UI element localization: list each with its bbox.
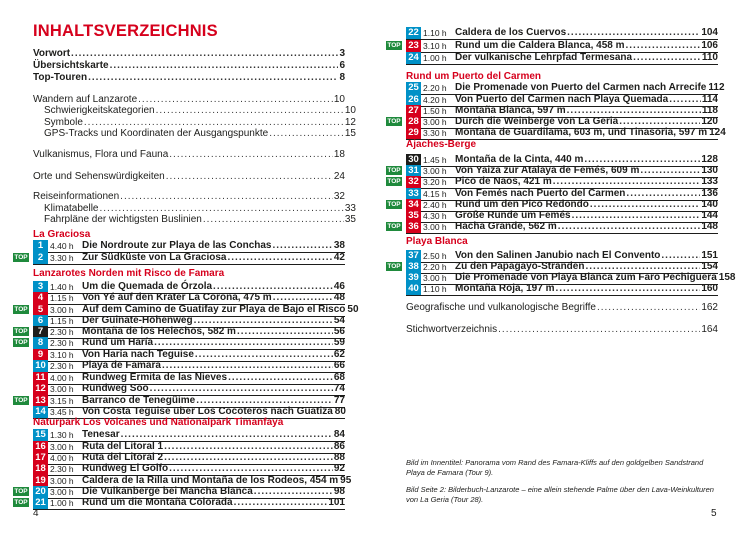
tour-duration: 4.30 h	[423, 211, 447, 221]
tour-number: 39	[406, 272, 421, 284]
tour-title: Von Costa Teguise über Los Cocoteros nach Guatiza	[82, 406, 333, 417]
tour-page: 120	[701, 116, 718, 127]
page-number-left: 4	[33, 508, 39, 519]
tour-title: Zur Südküste von La Graciosa	[82, 252, 227, 263]
tour-page: 106	[701, 40, 718, 51]
dot-leader	[88, 72, 338, 84]
tour-page: 151	[701, 250, 718, 261]
entry-title: Fahrpläne der wichtigsten Buslinien	[44, 214, 202, 225]
tour-number: 15	[33, 429, 48, 441]
tour-number: 29	[406, 127, 421, 139]
tour-title: Von den Salinen Janubio nach El Convento	[455, 250, 661, 261]
tour-page: 104	[701, 27, 718, 38]
tour-page: 68	[333, 372, 345, 383]
top-tour-badge: TOP	[387, 42, 401, 49]
top-tour-badge: TOP	[387, 178, 401, 185]
tour-page: 80	[334, 406, 346, 417]
tour-title: Von Femés nach Puerto del Carmen	[455, 188, 626, 199]
top-tour-badge: TOP	[14, 488, 28, 495]
tour-page: 54	[333, 315, 345, 326]
dot-leader	[555, 283, 700, 295]
tour-page: 62	[333, 349, 345, 360]
tour-title: Von Yaiza zur Atalaya de Femés, 609 m	[455, 165, 640, 176]
tour-number: 35	[406, 210, 421, 222]
tour-duration: 2.30 h	[50, 361, 74, 371]
tour-duration: 3.00 h	[50, 305, 74, 315]
tour-duration: 3.00 h	[50, 476, 74, 486]
top-tour-badge: TOP	[387, 118, 401, 125]
dot-leader	[269, 128, 344, 140]
tour-duration: 3.10 h	[423, 41, 447, 51]
tour-page: 42	[333, 252, 345, 263]
entry-title: Reiseinformationen	[33, 191, 120, 202]
image-caption: Bild Seite 2: Bilderbuch-Lanzarote – eine allein stehende Palme über den Lava-Weinkulturen von La Geria (Tour 28).	[406, 485, 714, 504]
dot-leader	[597, 302, 700, 314]
tour-title: Caldera de los Cuervos	[455, 27, 567, 38]
tour-number: 24	[406, 52, 421, 64]
tour-page: 140	[701, 199, 718, 210]
tour-title: Von Yé auf den Krater La Corona, 475 m	[82, 292, 272, 303]
tour-number: 19	[33, 475, 48, 487]
dot-leader	[203, 214, 344, 226]
tour-number: 5	[33, 304, 48, 316]
tour-page: 112	[708, 82, 725, 93]
top-tour-badge: TOP	[14, 254, 28, 261]
tour-page: 124	[709, 127, 726, 138]
tour-title: Auf dem Camino de Guatifay zur Playa de Bajo el Risco	[82, 304, 346, 315]
image-caption: Bild im Innentitel: Panorama vom Rand des Famara-Kliffs auf den goldgelben Sandstrand Playa de Famara (Tour 9).	[406, 458, 704, 477]
tour-number: 18	[33, 463, 48, 475]
tour-entry[interactable]	[406, 51, 718, 65]
dot-leader	[558, 221, 701, 233]
tour-page: 38	[333, 240, 345, 251]
tour-page: 158	[718, 272, 736, 283]
tour-duration: 1.10 h	[423, 28, 447, 38]
entry-page: 6	[339, 60, 345, 71]
tour-entry[interactable]	[406, 282, 718, 296]
tour-duration: 2.30 h	[50, 338, 74, 348]
tour-page: 66	[333, 360, 345, 371]
dot-leader	[227, 252, 332, 264]
tour-number: 8	[33, 337, 48, 349]
entry-title: Schwierigkeitskategorien	[44, 105, 155, 116]
tour-page: 46	[333, 281, 345, 292]
tour-duration: 1.15 h	[50, 293, 74, 303]
tour-title: Rundweg El Golfo	[82, 463, 169, 474]
tour-title: Ruta del Litoral 2	[82, 452, 164, 463]
tour-number: 2	[33, 252, 48, 264]
tour-title: Zu den Papagayo-Stränden	[455, 261, 585, 272]
tour-page: 136	[701, 188, 718, 199]
tour-duration: 4.15 h	[423, 189, 447, 199]
tour-duration: 3.30 h	[50, 253, 74, 263]
top-tour-badge: TOP	[14, 306, 28, 313]
tour-number: 38	[406, 261, 421, 273]
entry-page: 3	[339, 48, 345, 59]
tour-title: Der vulkanische Lehrpfad Termesana	[455, 52, 633, 63]
tour-duration: 1.00 h	[423, 53, 447, 63]
tour-duration: 4.20 h	[423, 95, 447, 105]
tour-duration: 2.30 h	[50, 464, 74, 474]
tour-page: 86	[333, 441, 345, 452]
tour-page: 128	[701, 154, 718, 165]
entry-title: Vulkanismus, Flora und Fauna	[33, 149, 169, 160]
page-title: INHALTSVERZEICHNIS	[33, 22, 218, 40]
toc-entry[interactable]	[33, 213, 356, 226]
tour-title: Der Guinate-Höhenweg	[82, 315, 193, 326]
entry-title: Übersichtskarte	[33, 60, 109, 71]
tour-page: 130	[701, 165, 718, 176]
entry-page: 35	[344, 214, 356, 225]
top-tour-badge: TOP	[14, 397, 28, 404]
page-number-right: 5	[711, 508, 717, 519]
entry-title: Stichwortverzeichnis	[406, 324, 498, 335]
tour-duration: 3.00 h	[50, 384, 74, 394]
tour-number: 17	[33, 452, 48, 464]
tour-number: 31	[406, 165, 421, 177]
tour-entry[interactable]	[406, 126, 726, 140]
tour-number: 22	[406, 27, 421, 39]
tour-duration: 3.00 h	[423, 117, 447, 127]
tour-number: 1	[33, 240, 48, 252]
tour-page: 84	[333, 429, 345, 440]
tour-number: 23	[406, 40, 421, 52]
tour-page: 154	[701, 261, 718, 272]
section-heading: Lanzarotes Norden mit Risco de Famara	[33, 268, 225, 279]
tour-page: 95	[340, 475, 352, 486]
entry-page: 18	[333, 149, 345, 160]
tour-duration: 4.40 h	[50, 241, 74, 251]
tour-number: 32	[406, 176, 421, 188]
toc-entry[interactable]	[33, 127, 356, 140]
tour-number: 36	[406, 221, 421, 233]
entry-page: 8	[339, 72, 345, 83]
entry-page: 15	[344, 128, 356, 139]
tour-title: Rundweg Ermita de las Nieves	[82, 372, 228, 383]
tour-duration: 3.15 h	[50, 396, 74, 406]
toc-entry[interactable]	[33, 71, 345, 84]
dot-leader	[498, 324, 700, 336]
entry-page: 164	[701, 324, 718, 335]
tour-entry[interactable]	[406, 26, 718, 40]
tour-page: 110	[701, 52, 718, 63]
tour-title: Rund um die Montaña Colorada	[82, 497, 233, 508]
tour-title: Große Runde um Femés	[455, 210, 571, 221]
tour-title: Von Haría nach Teguise	[82, 349, 194, 360]
tour-title: Montaña de los Helechos, 582 m	[82, 326, 236, 337]
tour-number: 9	[33, 349, 48, 361]
tour-page: 77	[333, 395, 345, 406]
dot-leader	[169, 149, 333, 161]
tour-duration: 2.20 h	[423, 83, 447, 93]
tour-title: Ruta del Litoral 1	[82, 441, 164, 452]
tour-title: Die Promenade von Playa Blanca zum Faro Pechiguera	[455, 272, 717, 283]
tour-page: 133	[701, 176, 718, 187]
tour-number: 40	[406, 283, 421, 295]
tour-number: 10	[33, 360, 48, 372]
tour-duration: 1.50 h	[423, 106, 447, 116]
entry-page: 10	[333, 94, 345, 105]
tour-duration: 1.15 h	[50, 316, 74, 326]
tour-title: Montaña de Guardilama, 603 m, und Tinasoria, 597 m	[455, 127, 708, 138]
entry-title: Top-Touren	[33, 72, 88, 83]
top-tour-badge: TOP	[14, 339, 28, 346]
entry-title: Symbole	[44, 117, 83, 128]
top-tour-badge: TOP	[14, 328, 28, 335]
tour-duration: 1.40 h	[50, 282, 74, 292]
tour-number: 37	[406, 250, 421, 262]
tour-duration: 1.10 h	[423, 284, 447, 294]
tour-duration: 1.00 h	[50, 498, 74, 508]
entry-title: Vorwort	[33, 48, 71, 59]
tour-page: 148	[701, 221, 718, 232]
tour-entry[interactable]	[14, 496, 345, 510]
tour-duration: 3.20 h	[423, 177, 447, 187]
tour-title: Rund um die Caldera Blanca, 458 m	[455, 40, 625, 51]
tour-title: Montaña Roja, 197 m	[455, 283, 555, 294]
tour-title: Rundweg Soo	[82, 383, 149, 394]
tour-title: Barranco de Tenegüime	[82, 395, 196, 406]
tour-page: 114	[701, 94, 718, 105]
tour-page: 59	[333, 337, 345, 348]
dot-leader	[234, 497, 328, 509]
top-tour-badge: TOP	[14, 499, 28, 506]
tour-duration: 3.45 h	[50, 407, 74, 417]
top-tour-badge: TOP	[387, 167, 401, 174]
tour-page: 88	[333, 452, 345, 463]
entry-title: Orte und Sehenswürdigkeiten	[33, 171, 165, 182]
tour-number: 25	[406, 82, 421, 94]
section-heading: Naturpark Los Volcanes und Nationalpark Timanfaya	[33, 417, 284, 428]
tour-duration: 3.00 h	[423, 166, 447, 176]
tour-number: 12	[33, 383, 48, 395]
tour-page: 160	[701, 283, 718, 294]
tour-duration: 3.00 h	[423, 273, 447, 283]
tour-page: 74	[333, 383, 345, 394]
tour-title: Tenesar	[82, 429, 120, 440]
toc-entry[interactable]	[33, 148, 345, 161]
dot-leader	[567, 27, 700, 39]
tour-number: 16	[33, 441, 48, 453]
tour-title: Rund um den Pico Redondo	[455, 199, 589, 210]
tour-page: 92	[333, 463, 345, 474]
tour-duration: 3.30 h	[423, 128, 447, 138]
entry-title: GPS-Tracks und Koordinaten der Ausgangspunkte	[44, 128, 269, 139]
tour-title: Durch die Weinberge von La Geria	[455, 116, 619, 127]
tour-number: 33	[406, 188, 421, 200]
entry-page: 33	[344, 203, 356, 214]
section-heading: La Graciosa	[33, 229, 91, 240]
dot-leader	[166, 171, 333, 183]
tour-page: 98	[333, 486, 345, 497]
tour-page: 48	[333, 292, 345, 303]
tour-number: 21	[33, 497, 48, 509]
top-tour-badge: TOP	[387, 263, 401, 270]
tour-title: Playa de Famara	[82, 360, 161, 371]
tour-duration: 3.00 h	[423, 222, 447, 232]
tour-title: Caldera de la Rilla und Montaña de los Rodeos, 454 m	[82, 475, 339, 486]
tour-duration: 3.10 h	[50, 350, 74, 360]
tour-number: 14	[33, 406, 48, 418]
tour-entry[interactable]	[387, 220, 718, 234]
tour-page: 101	[328, 497, 345, 508]
tour-duration: 1.30 h	[50, 430, 74, 440]
entry-title: Klimatabelle	[44, 203, 99, 214]
section-heading: Playa Blanca	[406, 236, 468, 247]
tour-page: 118	[701, 105, 718, 116]
tour-title: Von Puerto del Carmen nach Playa Quemada	[455, 94, 669, 105]
tour-duration: 1.45 h	[423, 155, 447, 165]
section-heading: Rund um Puerto del Carmen	[406, 71, 542, 82]
top-tour-badge: TOP	[387, 201, 401, 208]
tour-title: Die Nordroute zur Playa de las Conchas	[82, 240, 272, 251]
tour-duration: 2.30 h	[50, 327, 74, 337]
tour-number: 26	[406, 94, 421, 106]
toc-entry[interactable]	[406, 323, 718, 336]
tour-duration: 2.40 h	[423, 200, 447, 210]
tour-duration: 4.00 h	[50, 453, 74, 463]
tour-number: 13	[33, 395, 48, 407]
tour-title: Montaña Blanca, 597 m	[455, 105, 566, 116]
tour-number: 11	[33, 372, 48, 384]
entry-title: Geografische und vulkanologische Begriffe	[406, 302, 596, 313]
entry-page: 10	[344, 105, 356, 116]
tour-number: 28	[406, 116, 421, 128]
tour-entry[interactable]	[14, 251, 345, 265]
tour-duration: 2.50 h	[423, 251, 447, 261]
entry-title: Wandern auf Lanzarote	[33, 94, 138, 105]
tour-title: Um die Quemada de Órzola	[82, 281, 213, 292]
tour-number: 20	[33, 486, 48, 498]
tour-duration: 2.20 h	[423, 262, 447, 272]
tour-page: 144	[701, 210, 718, 221]
dot-leader	[633, 52, 701, 64]
tour-number: 3	[33, 281, 48, 293]
entry-page: 24	[333, 171, 345, 182]
tour-title: Die Promenade von Puerto del Carmen nach Arrecife	[455, 82, 707, 93]
tour-number: 7	[33, 326, 48, 338]
tour-duration: 3.00 h	[50, 487, 74, 497]
tour-title: Die Vulkanberge bei Mancha Blanca	[82, 486, 253, 497]
toc-entry[interactable]	[33, 170, 345, 183]
tour-duration: 4.00 h	[50, 373, 74, 383]
section-heading: Ajaches-Berge	[406, 139, 477, 150]
tour-title: Hacha Grande, 562 m	[455, 221, 557, 232]
tour-number: 30	[406, 154, 421, 166]
tour-title: Pico de Naos, 421 m	[455, 176, 552, 187]
tour-number: 4	[33, 292, 48, 304]
tour-title: Rund um Haría	[82, 337, 154, 348]
tour-page: 56	[333, 326, 345, 337]
entry-page: 12	[344, 117, 356, 128]
entry-page: 162	[701, 302, 718, 313]
tour-page: 50	[347, 304, 359, 315]
top-tour-badge: TOP	[387, 223, 401, 230]
tour-number: 34	[406, 199, 421, 211]
tour-number: 6	[33, 315, 48, 327]
tour-title: Montaña de la Cinta, 440 m	[455, 154, 584, 165]
tour-duration: 3.00 h	[50, 442, 74, 452]
entry-page: 32	[333, 191, 345, 202]
toc-entry[interactable]	[406, 301, 718, 314]
tour-number: 27	[406, 105, 421, 117]
